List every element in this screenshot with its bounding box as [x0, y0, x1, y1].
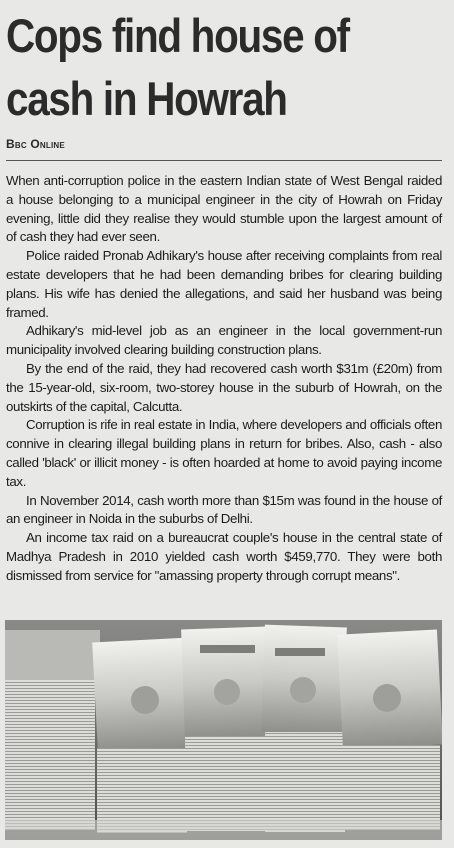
paragraph-4: By the end of the raid, they had recovered cash worth $31m (£20m) from the 15-year-old, six-room, two-storey house in the suburb of Howrah, on the outskirts of the capital, Calcutta.	[6, 360, 442, 414]
paragraph-7: An income tax raid on a bureaucrat couple's house in the central state of Madhya Pradesh in 2010 yielded cash worth $459,770. They were both dismissed from service for "amassing property through corrupt means".	[6, 530, 442, 583]
bundle-far-right	[337, 629, 442, 830]
article-byline: Bbc Online	[6, 137, 65, 151]
cash-bundles-illustration	[5, 620, 442, 840]
article-headline	[6, 4, 384, 130]
paragraph-2: Police raided Pronab Adhikary's house after receiving complaints from real estate developers that he had been demanding bribes for clearing building plans. His wife has denied the allegations, and said her husband was being framed.	[6, 248, 442, 320]
byline-divider	[6, 160, 442, 161]
paragraph-3: Adhikary's mid-level job as an engineer in the local government-run municipality involved clearing building construction plans.	[6, 323, 442, 358]
paragraph-6: In November 2014, cash worth more than $15m was found in the house of an engineer in Noida in the suburbs of Delhi.	[6, 492, 442, 527]
bundle-left	[92, 638, 193, 833]
paragraph-1: When anti-corruption police in the eastern Indian state of West Bengal raided a house belonging to a municipal engineer in the city of Howrah on Friday evening, little did they realise they would stumble upon the largest amount of of cash they had ever seen.	[6, 173, 442, 245]
bundle-center	[181, 627, 270, 831]
headline-line-2: cash in Howrah	[6, 72, 287, 125]
article-body	[6, 172, 442, 586]
headline-line-1: Cops find house of	[6, 9, 349, 62]
cash-bundles-photo	[5, 620, 442, 840]
paragraph-5: Corruption is rife in real estate in India, where developers and officials often connive in clearing illegal building plans in return for bribes. Also, cash - also called 'black' or illicit money - is often hoarded at home to avoid paying income tax.	[6, 417, 442, 489]
bundle-right	[261, 625, 347, 832]
bundle-back-left	[5, 630, 100, 830]
